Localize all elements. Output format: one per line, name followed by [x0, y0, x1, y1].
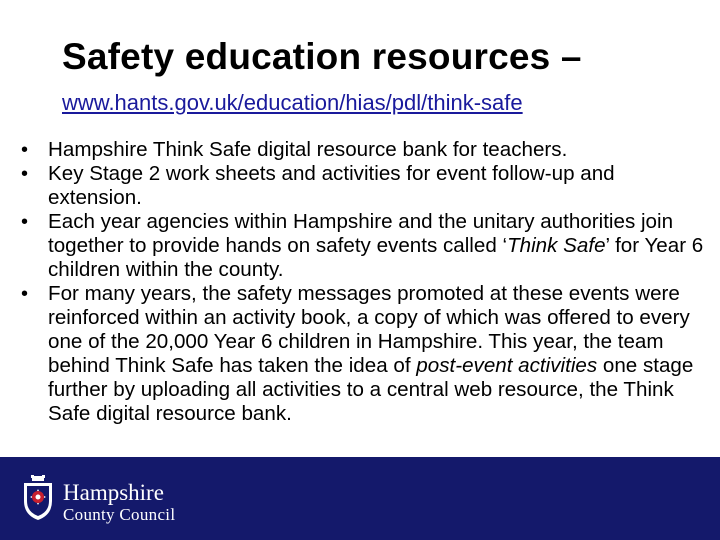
bullet-text: one stage further by uploading all activities to a central web resource, the Think Safe digital resource bank. [48, 354, 694, 425]
brand-subtitle: County Council [63, 505, 176, 524]
bullet-item [20, 210, 710, 282]
bullet-text: Hampshire Think Safe digital resource bank for teachers. [48, 138, 568, 161]
bullet-item [20, 282, 710, 426]
bullet-text: Each year agencies within Hampshire and the unitary authorities join together to provide hands on safety events called ‘ [48, 210, 674, 257]
bullet-text: Key Stage 2 work sheets and activities for event follow-up and extension. [48, 162, 615, 209]
county-crest-icon [20, 475, 56, 521]
slide-title: Safety education resources – [62, 36, 582, 77]
bullet-list [20, 138, 710, 426]
bullet-emphasis: post-event activities [416, 354, 598, 377]
brand-logo [63, 481, 175, 525]
bullet-text: For many years, the safety messages promoted at these events were reinforced within an activity book, a copy of which was offered to every one of the 20,000 Year 6 children in Hampshire. This year, the team behind Think Safe has taken the idea of [48, 282, 690, 377]
bullet-text: ’ for Year 6 children within the county. [48, 234, 704, 281]
brand-name: Hampshire [63, 480, 164, 505]
resource-link[interactable]: www.hants.gov.uk/education/hias/pdl/think-safe [62, 90, 523, 115]
bullet-emphasis: Think Safe [507, 234, 606, 257]
bullet-item [20, 138, 710, 162]
footer-bar [0, 457, 720, 540]
bullet-item [20, 162, 710, 210]
